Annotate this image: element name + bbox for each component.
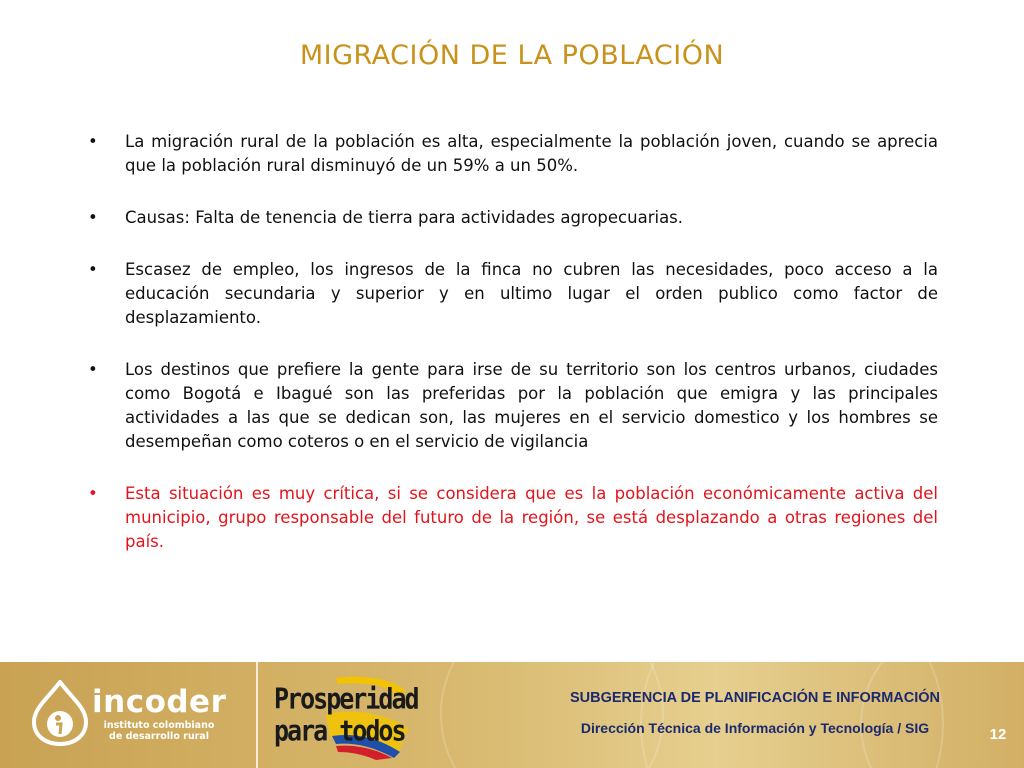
- bullet-dot: •: [88, 260, 98, 279]
- subgerencia-label: SUBGERENCIA DE PLANIFICACIÓN E INFORMACIÓN: [569, 690, 941, 706]
- incoder-logo-icon: [30, 680, 90, 746]
- bullet-text: Causas: Falta de tenencia de tierra para actividades agropecuarias.: [125, 208, 684, 227]
- footer-banner: [0, 662, 1024, 768]
- bullet-dot: •: [88, 132, 98, 151]
- decorative-ring: [860, 662, 1024, 768]
- bullet-dot: •: [88, 484, 98, 503]
- bullet-text: Escasez de empleo, los ingresos de la finca no cubren las necesidades, poco acceso a la educación secundaria y superior y en ultimo lugar el orden publico como factor de desplazamiento.: [125, 260, 938, 327]
- bullet-text: Esta situación es muy crítica, si se considera que es la población económicamente activa del municipio, grupo responsable del futuro de la región, se está desplazando a otras regiones del país.: [125, 484, 938, 551]
- incoder-subtitle: [94, 720, 224, 742]
- page-number: 12: [989, 726, 1007, 743]
- prosperidad-line: Prosperidad: [274, 682, 418, 716]
- bullet-dot: •: [88, 360, 98, 379]
- prosperidad-line: para todos: [274, 714, 405, 748]
- footer-divider: [256, 662, 258, 768]
- bullet-item: [88, 206, 938, 230]
- incoder-subtitle-line: de desarrollo rural: [109, 731, 209, 742]
- direccion-label: Dirección Técnica de Información y Tecnología / SIG: [580, 720, 930, 736]
- bullet-text: Los destinos que prefiere la gente para irse de su territorio son los centros urbanos, ciudades como Bogotá e Ibagué son las preferidas por la población que emigra y las principales actividades a las que se dedican son, las mujeres en el servicio domestico y los hombres se desempeñan como coteros o en el servicio de vigilancia: [125, 360, 938, 451]
- bullet-item-highlight: [88, 482, 938, 554]
- decorative-ring: [440, 662, 664, 768]
- bullet-dot: •: [88, 208, 98, 227]
- bullet-item: [88, 130, 938, 178]
- prosperidad-logo: [266, 674, 416, 760]
- incoder-wordmark: incoder: [92, 684, 227, 720]
- bullet-list: [88, 130, 938, 582]
- slide-title: MIGRACIÓN DE LA POBLACIÓN: [299, 40, 725, 71]
- bullet-item: [88, 358, 938, 454]
- incoder-subtitle-line: instituto colombiano: [103, 720, 215, 731]
- bullet-text: La migración rural de la población es alta, especialmente la población joven, cuando se aprecia que la población rural disminuyó de un 59% a un 50%.: [125, 132, 938, 175]
- bullet-item: [88, 258, 938, 330]
